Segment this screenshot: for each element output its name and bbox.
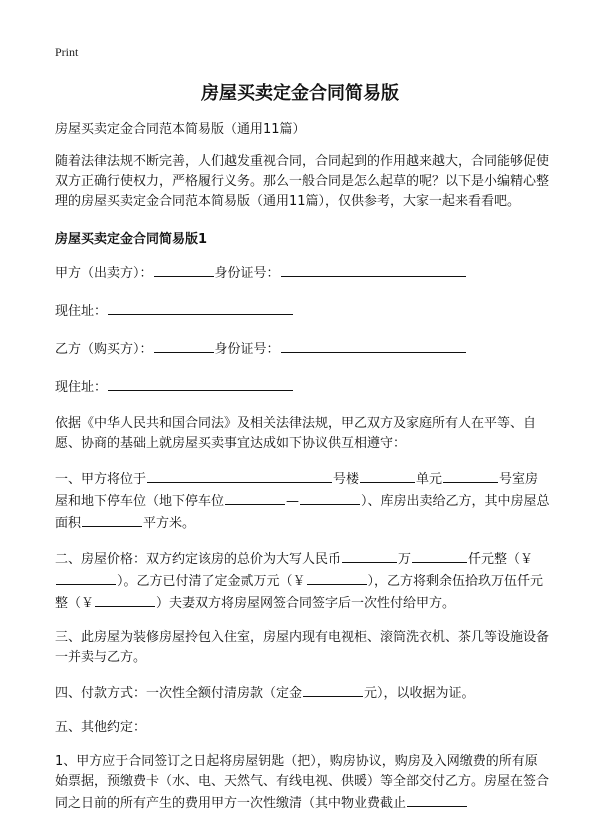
party-b-label: 乙方（购买方）： <box>55 342 153 357</box>
price-qian-blank <box>412 548 467 563</box>
party-b-id-blank <box>281 338 466 353</box>
party-a-label: 甲方（出卖方）： <box>55 266 153 281</box>
party-b-address-label: 现住址： <box>55 380 108 395</box>
price-amount-blank <box>56 570 116 585</box>
location-blank <box>147 468 332 483</box>
party-a-line <box>55 262 550 284</box>
intro-paragraph: 随着法律法规不断完善，人们越发重视合同，合同起到的作用越来越大，合同能够促使双方正确行使权力，严格履行义务。那么一般合同是怎么起草的呢？以下是小编精心整理的房屋买卖定金合同范本简易版（通用11篇），仅供参考，大家一起来看看吧。 <box>55 154 550 209</box>
remaining-amount-blank <box>95 592 155 607</box>
party-b-address-line <box>55 376 550 398</box>
property-fee-date-blank <box>407 792 467 807</box>
clause-1: 一、甲方将位于 号楼 单元 号室房屋和地下停车位（地下停车位 — ）、库房出卖给乙方，其中房屋总面积 平方米。 <box>55 468 550 534</box>
party-a-name-blank <box>154 262 214 277</box>
party-a-id-blank <box>281 262 466 277</box>
clause-4: 四、付款方式：一次性全额付清房款（定金 元），以收据为证。 <box>55 682 550 704</box>
payment-deposit-blank <box>303 682 363 697</box>
unit-blank <box>443 468 498 483</box>
parking-to-blank <box>300 490 360 505</box>
party-b-name-blank <box>154 338 214 353</box>
clause-3: 三、此房屋为装修房屋拎包入住室，房屋内现有电视柜、滚筒洗衣机、茶几等设施设备一并卖与乙方。 <box>55 630 550 665</box>
area-blank <box>82 512 142 527</box>
building-blank <box>360 468 415 483</box>
party-b-address-blank <box>108 376 293 391</box>
party-a-address-line <box>55 300 550 322</box>
party-a-id-label: 身份证号： <box>214 266 280 281</box>
clause-5: 五、其他约定： <box>55 720 147 735</box>
document-subtitle: 房屋买卖定金合同范本简易版（通用11篇） <box>55 122 306 137</box>
clause-2: 二、房屋价格：双方约定该房的总价为大写人民币 万 仟元整（￥）。乙方已付清了定金贰万元（￥ ），乙方将剩余伍拾玖万伍仟元整（￥ ）夫妻双方将房屋网签合同签字后一次性付给甲方。 <box>55 548 550 614</box>
contract-basis: 依据《中华人民共和国合同法》及相关法律法规，甲乙双方及家庭所有人在平等、自愿、协商的基础上就房屋买卖事宜达成如下协议供互相遵守： <box>55 416 537 451</box>
clause-5-1: 1、甲方应于合同签订之日起将房屋钥匙（把），购房协议，购房及入网缴费的所有原始票据，预缴费卡（水、电、天然气、有线电视、供暖）等全部交付乙方。房屋在签合同之日前的所有产生的费用甲方一次性缴清（其中物业费截止 <box>55 754 550 811</box>
document-body <box>55 120 550 828</box>
parking-from-blank <box>225 490 285 505</box>
party-a-address-blank <box>108 300 293 315</box>
party-b-line <box>55 338 550 360</box>
party-a-address-label: 现住址： <box>55 304 108 319</box>
price-wan-blank <box>342 548 397 563</box>
party-b-id-label: 身份证号： <box>214 342 280 357</box>
deposit-amount-blank <box>307 570 367 585</box>
print-link[interactable]: Print <box>55 45 79 59</box>
contract-heading: 房屋买卖定金合同简易版1 <box>55 232 208 247</box>
page-title: 房屋买卖定金合同简易版 <box>201 83 399 104</box>
